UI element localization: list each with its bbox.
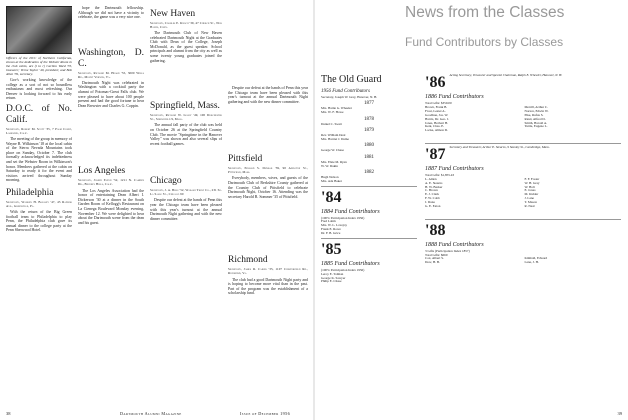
contributor-name: Daniel C. Swett [321,121,342,126]
old-guard-column [321,74,417,404]
contributor-name: Mrs. Hattie G. Wheeler [321,106,352,111]
class-88-title: 1888 Fund Contributors [425,241,484,248]
contributor-name: W. H. Gray [524,180,540,185]
class-87-names [425,178,621,209]
class-84-goal: (100% Participation Index 1956) [321,215,365,220]
section-heading-springfield: Springfield, Mass. [150,101,220,112]
class-88-total: Total Gifts: $660 [425,252,448,257]
contributor-name: Frank E. Rowe [321,227,341,232]
col2-intro: hope the Dartmouth fellowship. Although we did not have a vicinity to celebrate, the game was a very nice one. [78,6,144,20]
section-dateline-springfield: Secretary, Richard W. Leahy '49, 100 Dorchester St., Springfield 9, Mass. [150,113,222,122]
contributor-name: Fred Lohm [321,219,336,224]
old-guard-secretary: Secretary, Joseph W. Gray, Hanover, N. H. [321,95,378,99]
section-heading-washington: Washington, D. C. [78,47,144,69]
contributor-name: Mrs. Ada Baker [321,179,342,184]
contributor-name: Cox, Albert S. [425,256,444,261]
old-guard-year: 1879 [364,128,374,134]
old-guard-year: 1877 [364,101,374,107]
section-dateline-dc-calif: Secretary, Robert M. Scott '35, 7 Palm Court, Larkspur, Calif. [6,126,72,135]
class-88-goal: 3 Gifts (Participation Index 1857) [425,248,470,253]
left-column-2 [78,6,144,406]
section-body-washington: Dartmouth Night was celebrated in Washington with a cocktail party the alumni of Potomac-Great Falls club. We were pleased to have about 100 people present and had the good fortune to hear Dean Brewster and Charles G. Coppin. [78,80,144,108]
old-guard-subtitle: 1956 Fund Contributors [321,89,370,94]
photo-caption: Officers of the DCC of Northern California, shown at the dedication of the Webster Room in the club cabin, are (l to r) Carlton Ward '35, treasurer; Verne Taylor '49, president; and Bob Allen '39, secretary. [6,55,72,76]
section-dateline-pittsfield: Secretary, Edward S. Dunbar '39, 90 Appleton St., Pittsfield, Mass. [228,166,308,175]
old-guard-year: 1882 [364,170,374,176]
section-body-chicago: Despite our defeat at the hands of Penn this year the Chicago team have been pleased with this year's turnout at the annual Dartmouth Night gathering and with the new dinner committee. [150,198,222,221]
col1-intro: Gov's working knowledge of the college as a sort of not so boundless enthusiasm and most refreshing. Our Denver is looking forward to his early return. [6,78,72,101]
contributor-name: G. E. Eaton [425,204,441,209]
contributor-name: Dr. F. B. Grice [321,231,341,236]
contributor-name: Rand, Alfred D. [524,116,546,121]
contributor-name: L. Alden [425,176,437,181]
divider [321,238,417,239]
left-column-4 [228,6,308,406]
contributor-name: F. W. Cobb [425,196,440,201]
contributor-name: T. Mason [524,200,537,205]
banner-subtitle: Fund Contributors by Classes [405,35,564,49]
section-dateline-washington: Secretary, Richard M. Heard '55, 3000 Wills Rd., Mount Vernon, Va. [78,70,144,79]
contributor-name: Frost, Lester A. [425,108,446,113]
section-body-new-haven: The Dartmouth Club of New Haven celebrated Dartmouth Night at the Graduates Club with Dean of the College, Joseph McDonald, as the guest speaker. School principals and alumni from the city as well as some twenty young graduates joined the gathering. [150,31,222,63]
contributor-name: Smith, Harold A. [524,120,548,125]
class-86-names [425,106,621,133]
section-heading-new-haven: New Haven [150,9,196,19]
section-body-los-angeles: The Los Angeles Association had the honor of entertaining Dean Albert I. Dickerson '30 at a dinner in the South Garden Room of Kellogg's Restaurant on La Cienega Boulevard Monday evening, November 12. We were delighted to hear about the Dartmouth scene from the dean and his guest. [78,188,144,225]
contributor-name: Mrs. Elsie M. Ryan [321,159,347,164]
contributor-name: Locke, Almon D. [425,128,448,133]
contributor-name: W. Holt [524,184,535,189]
section-body-springfield: The annual fall party of the club was held on October 26 at the Springfield Country Club. The movie "Springtime in the Hanover Valley" was shown and also several slips of recent football games. [150,123,222,146]
contributor-name: Goodhue, Jos. W. [425,112,449,117]
contributor-name: J. Dana [425,200,435,205]
contributor-name: Kimball, Edward [524,256,548,261]
divider [321,186,417,187]
class-85-goal: (100% Participation Index 1956) [321,267,365,272]
left-running-foot: Dartmouth Alumni Magazine [120,411,182,416]
old-guard-title: The Old Guard [321,74,382,85]
contributor-name: H. W. Barker [425,184,443,189]
class-87-title: 1887 Fund Contributors [425,165,484,172]
class-85-title: 1885 Fund Contributors [321,260,380,267]
contributor-name: Harris, Dr. Geo. J. [425,116,450,121]
contributor-name: Pike, Rufus S. [524,112,544,117]
class-87-header [425,146,621,164]
class-86-total: Total Gifts: $350.00 [425,101,452,105]
section-dateline-los-angeles: Secretary, Joseph Eaton '52, 1211 N. Camden Dr., Beverly Hills, Calif. [78,178,144,187]
section-dateline-philadelphia: Secretary, Warren H. Balsley '47, 45 Radnor Ave., Greenville, Pa. [6,200,72,208]
section-body-richmond: The club had a good Dartmouth Night party and is hoping to become more vital than in the past. Part of the program was the establishment of a scholarship fund. [228,277,308,296]
contributor-name: Mrs. W. F. Howe [321,110,344,115]
class-84-year: '84 [321,188,342,206]
divider [425,219,621,220]
banner-title: News from the Classes [405,4,565,21]
section-dateline-new-haven: Secretary, Charles E. Knoch '39, 47 Church St., New Haven, Conn. [150,21,222,29]
contributor-name: Jones, Herbert H. [425,120,449,125]
class-86-title: 1886 Fund Contributors [425,94,484,100]
contributor-name: Hugh Nelson [321,175,339,180]
class-88-names [425,257,621,265]
class-85-year: '85 [321,240,342,258]
left-folio: 38 [6,411,11,416]
section-body-dc-calif: The meeting of the group in memory of Wayne B. Wilkinson '18 at the local cabin of the Sierra Nevada Mountains took place on Sunday, October 7. The club formally acknowledged its indebtedness and set the Webster Room in Wilkinson's honor. Members gathered at the cabin on Saturday to ready it for the event and visitors arrived throughout Sunday morning. [6,137,72,183]
class-87-subtitle: Secretary and Treasurer, Arthur E. Stearns, 9 Stanley St., Cambridge, Mass. [449,144,550,149]
right-folio: 39 [617,411,622,416]
contributor-name: F. F. Foster [524,176,540,181]
contributor-name: J. Lane [524,196,535,201]
left-column-3 [150,6,222,406]
contributor-name: Rev. William Deal [321,133,346,138]
contributor-name: A. E. Stearns [425,180,443,185]
section-dateline-chicago: Secretary, J. A. Berg '52, Wabash Trust Co., 231 So. La Salle St., Chicago 90 [150,188,222,197]
section-heading-los-angeles: Los Angeles [78,166,126,177]
classes-86-88-column [425,74,621,404]
contributor-name: George W. Chase [321,148,344,153]
contributor-name: M. Kidder [524,192,539,197]
class-87-total: Total Gifts: $1,855.43 [425,172,455,177]
contributor-name: Leroy E. Tolman [321,271,344,276]
contributor-name: Mrs. W. L. Lovejoy [321,223,348,228]
class-87-year: '87 [425,145,446,163]
contributor-name: Dow, H. B. [425,260,440,265]
contributor-name: C. Brown [425,188,438,193]
contributor-name: George K. Sawyer [321,275,346,280]
issue-foot: Issue of December 1956 [240,411,291,416]
contributor-name: Norton, Edwin W. [524,108,549,113]
contributor-name: Tuttle, Eugene L. [524,124,548,129]
section-heading-richmond: Richmond [228,255,268,266]
left-page [0,0,313,420]
banner [405,4,585,49]
contributor-name: Philip E. Chase [321,279,342,284]
class-86-subtitle: Acting Secretary, Treasurer and Special Chairman, Ralph E. Wheeler, Hanover, N. H. [449,74,563,77]
section-heading-philadelphia: Philadelphia [6,188,54,198]
col4-chicago-cont: Despite our defeat at the hands of Penn this year the Chicago team have been pleased with this year's turnout at the annual Dartmouth Night gathering and with the new dinner committee. [228,86,308,104]
left-column-1 [6,6,72,406]
old-guard-years [321,101,417,184]
section-heading-chicago: Chicago [150,176,182,187]
class-84-title: 1884 Fund Contributors [321,208,380,215]
contributor-name: Lane, J. H. [524,260,539,265]
club-officers-photo [6,6,72,54]
right-page [315,0,628,420]
contributor-name: E. Jones [524,188,536,193]
contributor-name: Brown, Frank B. [425,104,448,109]
contributor-name: Kent, Chas. E. [425,124,445,129]
section-body-pittsfield: Everybody, members, wives, and guests of the Dartmouth Club of Berkshire County gathered at the Country Club of Pittsfield to celebrate Dartmouth Night, October 16. Attending was the secretary Harold B. Sommer '35 of Pittsfield. [228,176,308,199]
section-body-philadelphia: With the return of the Big Green football team to Philadelphia to play Penn, the Philadelphia club gave its annual dinner to the college party at the Penn Sherwood Hotel. [6,210,72,233]
old-guard-year: 1881 [364,154,374,160]
contributor-name: E. J. Clark [425,192,439,197]
old-guard-year: 1878 [364,116,374,122]
contributor-name: W. W. Dakin [321,163,338,168]
section-heading-dc-calif: D.O.C. of No. Calif. [6,103,72,125]
section-heading-pittsfield: Pittsfield [228,154,263,165]
class-86-header [425,74,621,92]
divider [425,143,621,144]
contributor-name: R. Neal [524,204,535,209]
class-85-names [321,273,417,285]
class-88-year: '88 [425,221,446,239]
contributor-name: Mrs. Harriet J. Dame [321,137,349,142]
class-84-names [321,220,417,236]
section-dateline-richmond: Secretary, James R. Cairns '35, 1107 Chesterfield Rd., Richmond, Va. [228,267,308,276]
class-86-year: '86 [425,74,446,91]
old-guard-year: 1880 [364,143,374,149]
contributor-name: Merrill, Arthur C. [524,104,548,109]
